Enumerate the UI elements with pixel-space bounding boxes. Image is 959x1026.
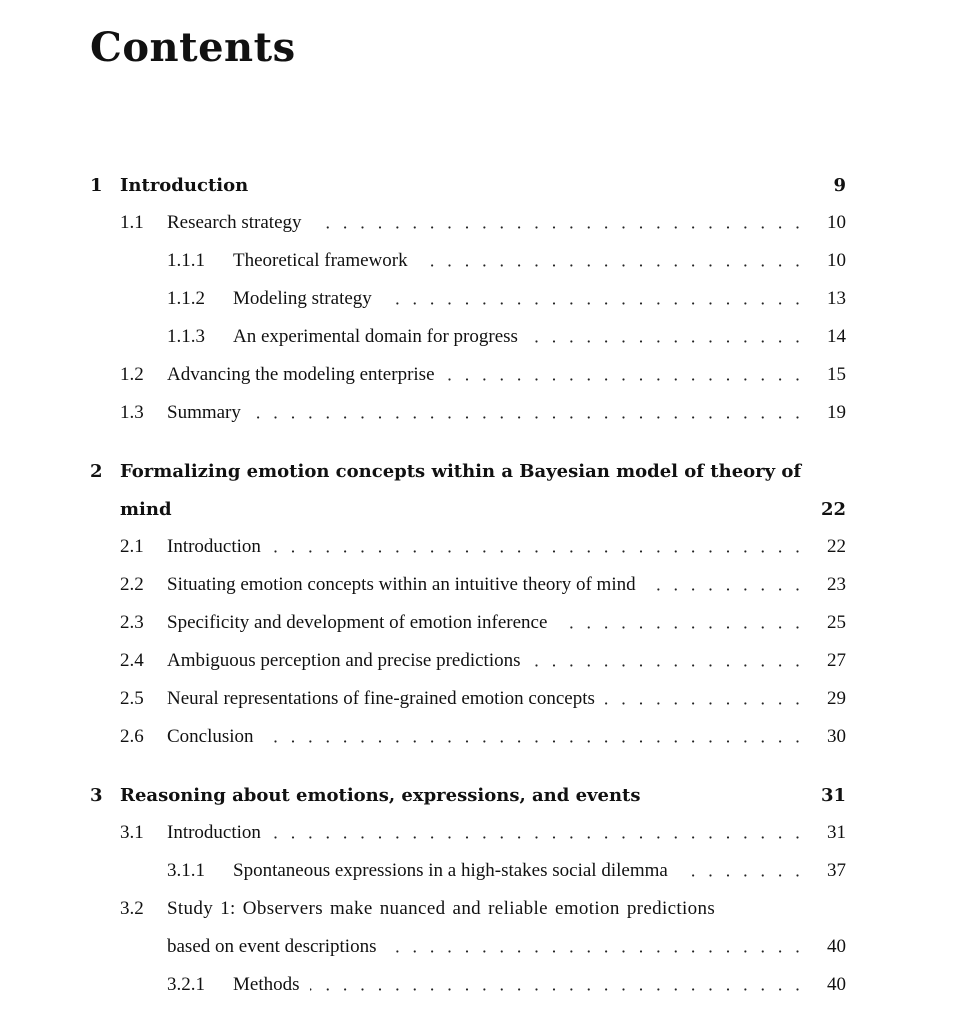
entry-title: Conclusion — [167, 726, 254, 747]
entry-number: 1.2 — [120, 364, 144, 385]
entry-page: 27 — [827, 650, 846, 671]
entry-title: Spontaneous expressions in a high-stakes social dilemma — [233, 860, 668, 881]
entry-title: Formalizing emotion concepts within a Bayesian model of theory of — [120, 460, 802, 482]
entry-title: An experimental domain for progress — [233, 326, 518, 347]
entry-number: 2.5 — [120, 688, 144, 709]
dot-leader — [251, 396, 804, 430]
entry-title: Specificity and development of emotion inference — [167, 612, 548, 633]
toc-section-2-6[interactable] — [120, 720, 846, 754]
entry-page: 9 — [833, 174, 846, 196]
entry-page: 40 — [827, 974, 846, 995]
toc-section-1-3[interactable] — [120, 396, 846, 430]
toc-chapter-2-continued[interactable] — [120, 492, 846, 526]
entry-number: 2 — [90, 460, 103, 482]
entry-title: Neural representations of fine-grained emotion concepts — [167, 688, 595, 709]
entry-title: Modeling strategy — [233, 288, 372, 309]
entry-number: 1.3 — [120, 402, 144, 423]
toc-section-2-4[interactable] — [120, 644, 846, 678]
entry-page: 10 — [827, 212, 846, 233]
entry-title: Introduction — [120, 174, 249, 196]
entry-title: Introduction — [167, 536, 261, 557]
entry-title: Summary — [167, 402, 241, 423]
dot-leader — [264, 720, 804, 754]
entry-title: Methods — [233, 974, 300, 995]
toc-chapter-2[interactable] — [90, 454, 846, 488]
entry-page: 14 — [827, 326, 846, 347]
entry-number: 1.1.2 — [167, 288, 205, 309]
toc-section-1-1[interactable] — [120, 206, 846, 240]
entry-title: mind — [120, 498, 172, 520]
entry-number: 2.4 — [120, 650, 144, 671]
entry-page: 19 — [827, 402, 846, 423]
toc-section-3-2[interactable] — [120, 892, 846, 926]
entry-number: 2.2 — [120, 574, 144, 595]
dot-leader — [445, 358, 804, 392]
entry-number: 3.1.1 — [167, 860, 205, 881]
page-title: Contents — [90, 24, 296, 71]
entry-number: 1.1.3 — [167, 326, 205, 347]
entry-page: 10 — [827, 250, 846, 271]
dot-leader — [386, 930, 804, 964]
toc-section-3-1[interactable] — [120, 816, 846, 850]
entry-title: Introduction — [167, 822, 261, 843]
toc-chapter-3[interactable] — [90, 778, 846, 812]
toc-subsection-3-2-1[interactable] — [167, 968, 846, 1002]
toc-subsection-1-1-3[interactable] — [167, 320, 846, 354]
toc-section-1-2[interactable] — [120, 358, 846, 392]
dot-leader — [382, 282, 804, 316]
entry-page: 15 — [827, 364, 846, 385]
dot-leader — [271, 530, 804, 564]
entry-page: 13 — [827, 288, 846, 309]
entry-number: 2.1 — [120, 536, 144, 557]
entry-number: 3.1 — [120, 822, 144, 843]
toc-subsection-1-1-1[interactable] — [167, 244, 846, 278]
dot-leader — [557, 606, 804, 640]
entry-number: 2.6 — [120, 726, 144, 747]
toc-section-2-2[interactable] — [120, 568, 846, 602]
entry-page: 30 — [827, 726, 846, 747]
entry-number: 1 — [90, 174, 103, 196]
dot-leader — [271, 816, 804, 850]
entry-title: Ambiguous perception and precise predictions — [167, 650, 521, 671]
entry-title: Study 1: Observers make nuanced and reliable emotion predictions — [167, 898, 716, 919]
dot-leader — [418, 244, 804, 278]
entry-number: 3 — [90, 784, 103, 806]
entry-page: 23 — [827, 574, 846, 595]
dot-leader — [310, 968, 805, 1002]
entry-page: 29 — [827, 688, 846, 709]
toc-subsection-1-1-2[interactable] — [167, 282, 846, 316]
entry-page: 31 — [827, 822, 846, 843]
entry-title: Research strategy — [167, 212, 302, 233]
entry-title: Reasoning about emotions, expressions, and events — [120, 784, 641, 806]
entry-number: 3.2 — [120, 898, 144, 919]
dot-leader — [678, 854, 804, 888]
entry-page: 22 — [827, 536, 846, 557]
dot-leader — [605, 682, 804, 716]
entry-page: 40 — [827, 936, 846, 957]
dot-leader — [646, 568, 804, 602]
entry-page: 37 — [827, 860, 846, 881]
entry-number: 1.1 — [120, 212, 144, 233]
entry-number: 1.1.1 — [167, 250, 205, 271]
entry-title: based on event descriptions — [167, 936, 377, 957]
entry-page: 31 — [820, 784, 846, 806]
toc-section-2-1[interactable] — [120, 530, 846, 564]
entry-title: Advancing the modeling enterprise — [167, 364, 435, 385]
entry-title: Theoretical framework — [233, 250, 408, 271]
entry-number: 3.2.1 — [167, 974, 205, 995]
dot-leader — [312, 206, 804, 240]
toc-chapter-1[interactable] — [90, 168, 846, 202]
entry-page: 22 — [820, 498, 846, 520]
toc-section-2-5[interactable] — [120, 682, 846, 716]
dot-leader — [531, 644, 804, 678]
entry-number: 2.3 — [120, 612, 144, 633]
entry-title: Situating emotion concepts within an intuitive theory of mind — [167, 574, 636, 595]
toc-section-2-3[interactable] — [120, 606, 846, 640]
toc-section-3-2-continued[interactable] — [167, 930, 846, 964]
toc-subsection-3-1-1[interactable] — [167, 854, 846, 888]
entry-page: 25 — [827, 612, 846, 633]
dot-leader — [528, 320, 804, 354]
